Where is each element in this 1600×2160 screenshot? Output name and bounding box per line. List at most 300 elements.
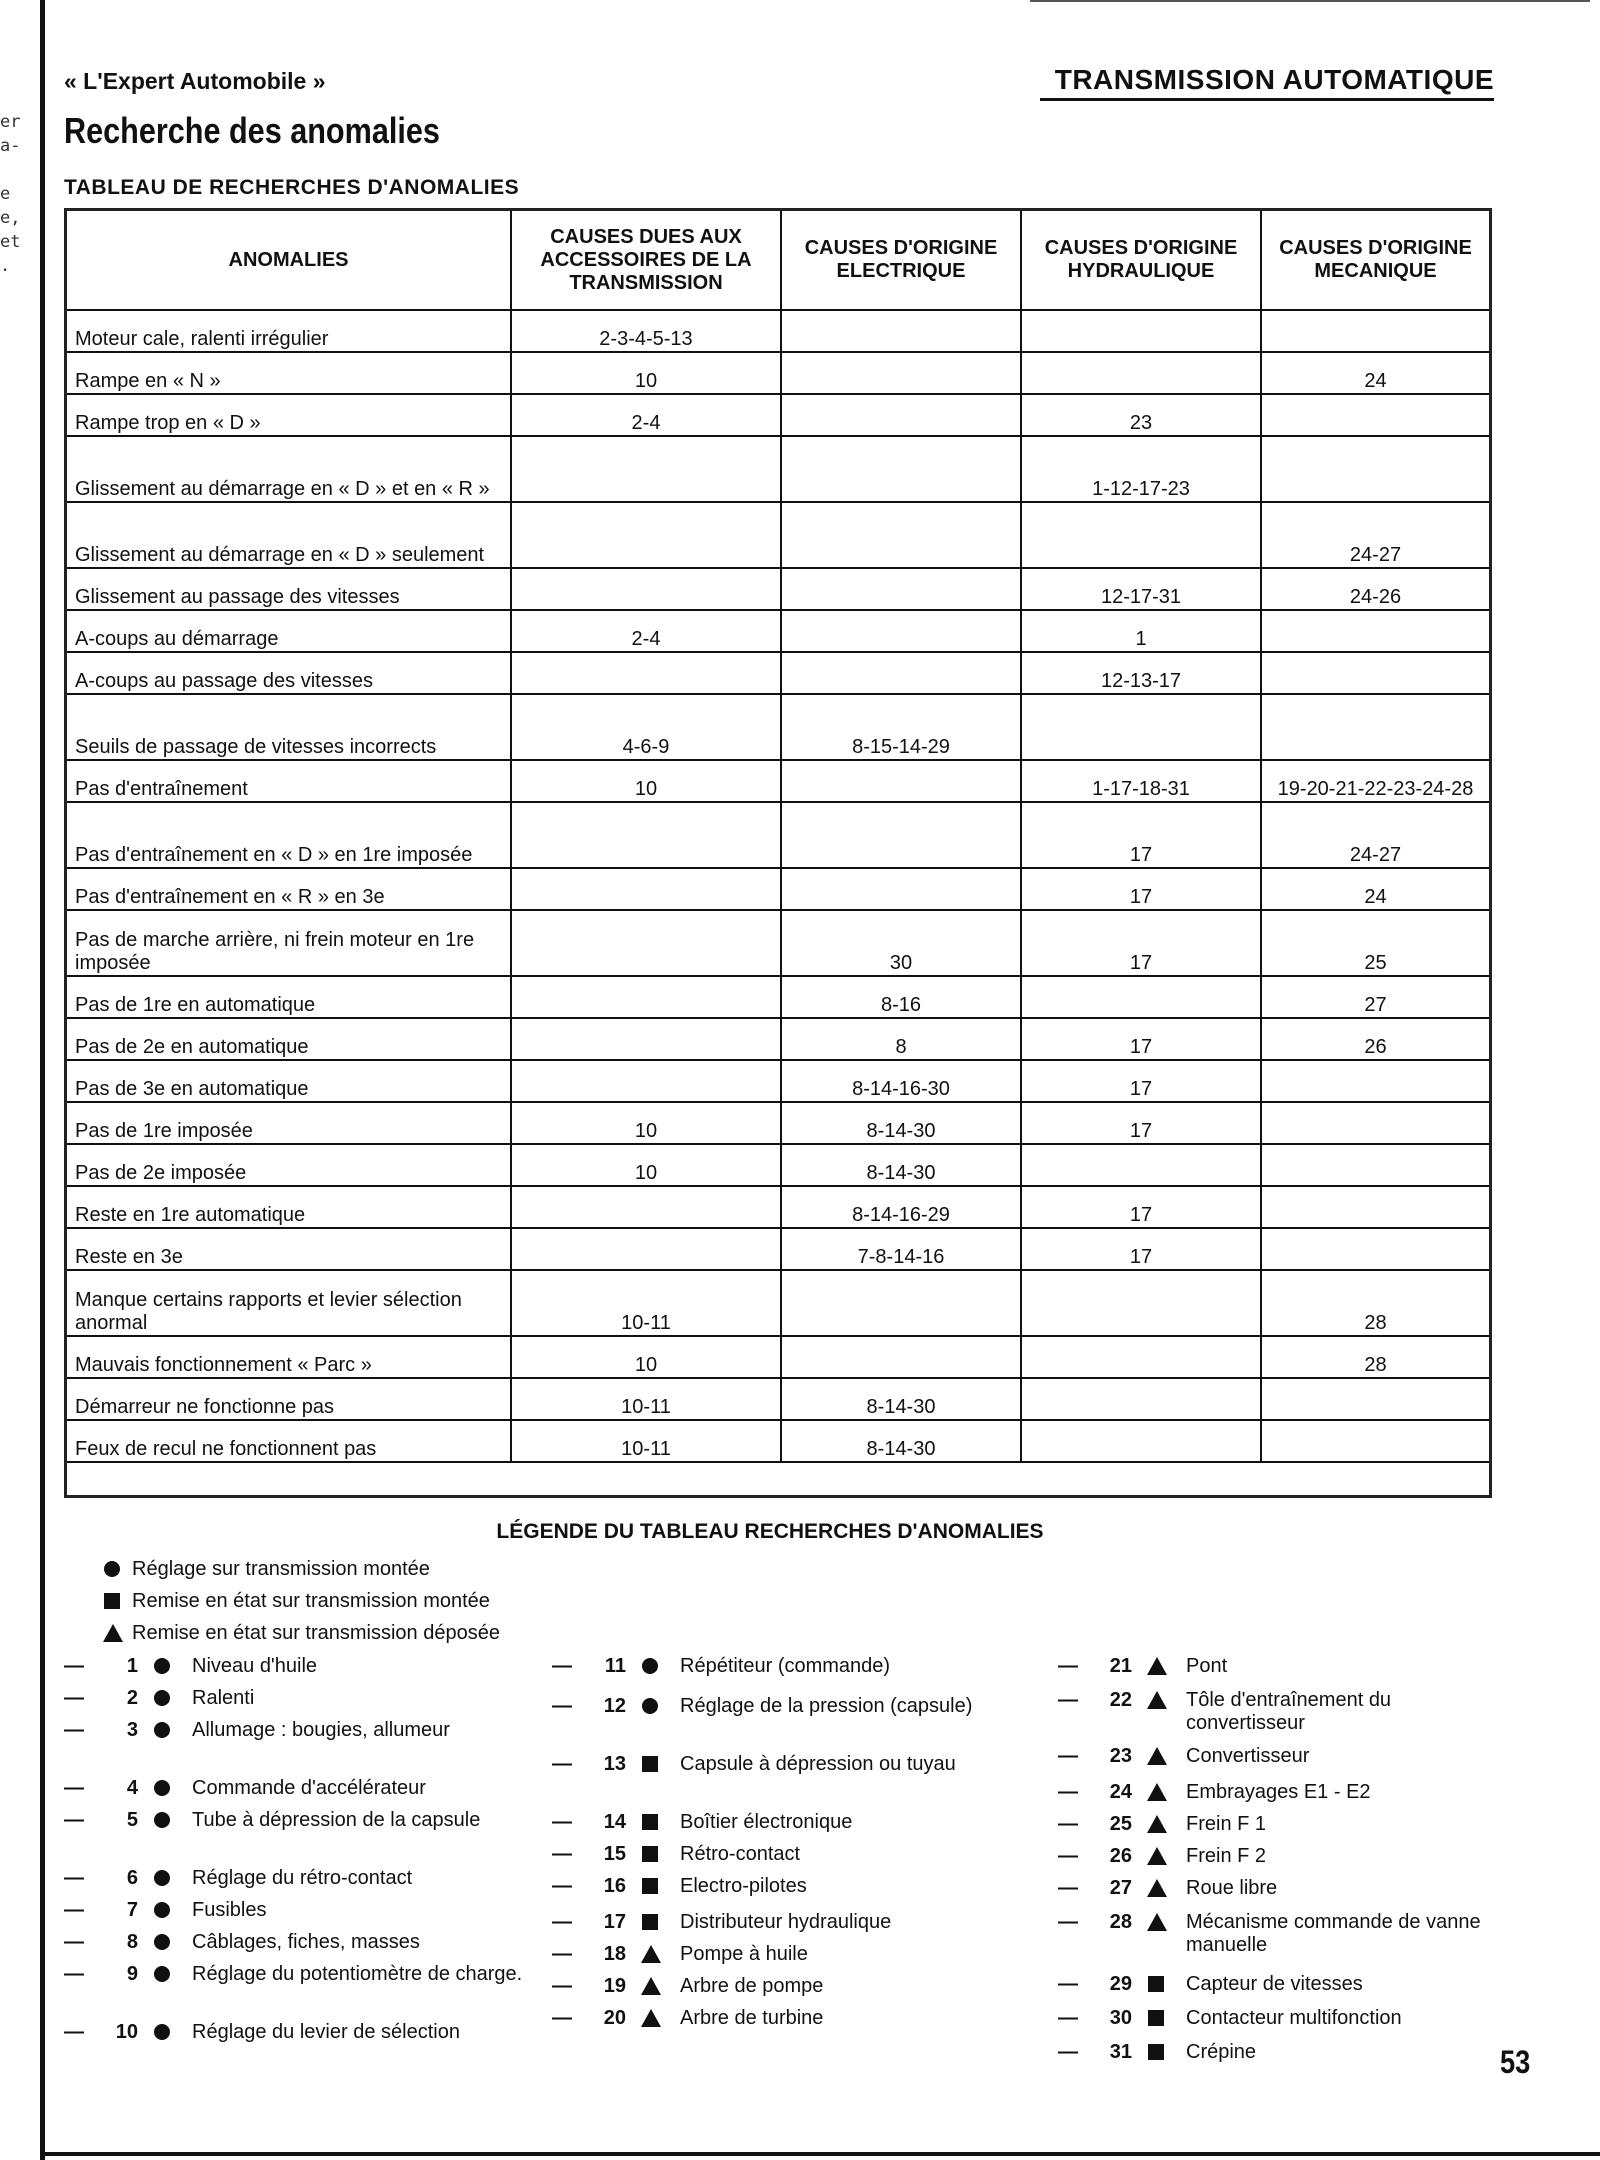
table-row <box>67 1336 1489 1378</box>
legend-item-number: 19 <box>603 1975 626 1997</box>
legend-item-number: 11 <box>604 1655 626 1677</box>
cause-cell: 24-27 <box>1261 502 1489 568</box>
table-row <box>67 910 1489 976</box>
cause-cell: 10 <box>511 1144 781 1186</box>
dash-marker: — <box>64 1687 84 1709</box>
legend-item-number: 28 <box>1109 1911 1132 1933</box>
cause-cell <box>511 1060 781 1102</box>
anomaly-cell: Pas d'entraînement en « D » en 1re imposée <box>67 802 511 868</box>
magazine-name: « L'Expert Automobile » <box>64 68 326 94</box>
cause-cell: 8-16 <box>781 976 1021 1018</box>
cause-cell <box>1261 436 1489 502</box>
legend-item <box>64 1931 534 1954</box>
cause-cell <box>1261 1144 1489 1186</box>
cause-cell <box>781 310 1021 352</box>
cause-cell <box>511 976 781 1018</box>
cause-cell <box>511 1228 781 1270</box>
dash-marker: — <box>552 1843 572 1865</box>
dot-icon <box>152 1655 174 1677</box>
table-title: TABLEAU DE RECHERCHES D'ANOMALIES <box>64 176 520 199</box>
cause-cell <box>1021 1336 1261 1378</box>
cause-cell: 12-13-17 <box>1021 652 1261 694</box>
anomaly-cell: Pas de 2e imposée <box>67 1144 511 1186</box>
legend-item-number: 21 <box>1109 1655 1132 1677</box>
legend-item <box>552 1695 1022 1718</box>
legend-item-number: 31 <box>1109 2041 1132 2063</box>
legend-item-number: 27 <box>1109 1877 1132 1899</box>
table-row <box>67 1102 1489 1144</box>
cause-cell: 25 <box>1261 910 1489 976</box>
cause-cell <box>781 760 1021 802</box>
square-icon <box>640 1843 662 1865</box>
cause-cell <box>781 436 1021 502</box>
cause-cell <box>1261 394 1489 436</box>
legend-item-label: Répétiteur (commande) <box>680 1655 891 1677</box>
legend-item-number: 1 <box>126 1655 138 1677</box>
legend-item <box>1058 1813 1498 1836</box>
square-icon <box>1146 2007 1168 2029</box>
cause-cell: 17 <box>1021 1228 1261 1270</box>
table-row <box>67 1228 1489 1270</box>
cause-cell: 27 <box>1261 976 1489 1018</box>
dot-icon <box>152 2021 174 2043</box>
legend-key-label: Réglage sur transmission montée <box>132 1558 430 1580</box>
anomaly-cell: A-coups au démarrage <box>67 610 511 652</box>
anomalies-table-frame <box>64 208 1492 1498</box>
legend-item-label: Capsule à dépression ou tuyau <box>680 1753 956 1775</box>
legend-item-label: Frein F 2 <box>1186 1845 1267 1867</box>
legend-item-label: Contacteur multifonction <box>1186 2007 1402 2029</box>
cause-cell: 8-14-30 <box>781 1144 1021 1186</box>
legend-item-number: 3 <box>126 1719 138 1741</box>
table-row <box>67 1186 1489 1228</box>
cause-cell <box>1021 310 1261 352</box>
table-row <box>67 694 1489 760</box>
cause-cell <box>1021 1378 1261 1420</box>
cause-cell: 24-27 <box>1261 802 1489 868</box>
anomaly-cell: Mauvais fonctionnement « Parc » <box>67 1336 511 1378</box>
cause-cell: 26 <box>1261 1018 1489 1060</box>
anomaly-cell: Pas de 2e en automatique <box>67 1018 511 1060</box>
cause-cell <box>1261 1228 1489 1270</box>
cause-cell <box>1261 1186 1489 1228</box>
cause-cell: 24-26 <box>1261 568 1489 610</box>
anomaly-cell: Rampe en « N » <box>67 352 511 394</box>
dash-marker: — <box>552 1753 572 1775</box>
cause-cell <box>781 652 1021 694</box>
cause-cell <box>781 1270 1021 1336</box>
legend-item <box>552 1811 1022 1834</box>
table-row <box>67 610 1489 652</box>
legend-item-label: Arbre de turbine <box>680 2007 824 2029</box>
legend-item <box>64 1899 534 1922</box>
triangle-icon <box>640 1975 662 1997</box>
dash-marker: — <box>1058 1689 1078 1711</box>
cause-cell <box>1021 352 1261 394</box>
table-row <box>67 802 1489 868</box>
cause-cell <box>781 352 1021 394</box>
legend-item-label: Niveau d'huile <box>192 1655 318 1677</box>
legend-item <box>552 2007 1022 2030</box>
cause-cell <box>781 568 1021 610</box>
legend-item <box>1058 1845 1498 1868</box>
dash-marker: — <box>552 1975 572 1997</box>
table-row <box>67 568 1489 610</box>
dot-icon <box>152 1931 174 1953</box>
cause-cell: 17 <box>1021 1018 1261 1060</box>
anomaly-cell: Manque certains rapports et levier sélection anormal <box>67 1270 511 1336</box>
dot-icon <box>152 1687 174 1709</box>
table-row <box>67 352 1489 394</box>
legend-item-number: 16 <box>603 1875 626 1897</box>
cause-cell <box>511 652 781 694</box>
adjacent-page-fragment: er a- e e, et . <box>0 112 21 276</box>
anomaly-cell: Pas de 1re en automatique <box>67 976 511 1018</box>
cause-cell <box>781 394 1021 436</box>
anomaly-cell: Moteur cale, ralenti irrégulier <box>67 310 511 352</box>
page-title: Recherche des anomalies <box>64 110 440 151</box>
square-icon <box>102 1590 124 1612</box>
legend-item <box>552 1655 1022 1678</box>
square-icon <box>640 1911 662 1933</box>
legend-key-label: Remise en état sur transmission montée <box>132 1590 490 1612</box>
anomaly-cell: Pas de 3e en automatique <box>67 1060 511 1102</box>
dot-icon <box>152 1809 174 1831</box>
dash-marker: — <box>1058 2041 1078 2063</box>
cause-cell: 8-14-30 <box>781 1378 1021 1420</box>
dash-marker: — <box>64 1809 84 1831</box>
square-icon <box>640 1753 662 1775</box>
dash-marker: — <box>552 1911 572 1933</box>
legend-item <box>1058 1689 1498 1735</box>
cause-cell <box>1021 1270 1261 1336</box>
table-row <box>67 1060 1489 1102</box>
legend-item-number: 8 <box>126 1931 138 1953</box>
legend-item <box>552 1975 1022 1998</box>
table-row <box>67 868 1489 910</box>
cause-cell: 8-14-30 <box>781 1102 1021 1144</box>
triangle-icon <box>1146 1745 1168 1767</box>
cause-cell <box>1261 652 1489 694</box>
legend-item-label: Mécanisme commande de vanne manuelle <box>1186 1911 1481 1956</box>
legend-item-label: Boîtier électronique <box>680 1811 853 1833</box>
square-icon <box>1146 2041 1168 2063</box>
triangle-icon <box>1146 1689 1168 1711</box>
cause-cell <box>1021 502 1261 568</box>
dash-marker: — <box>1058 1745 1078 1767</box>
legend-item-number: 18 <box>603 1943 626 1965</box>
legend-title: LÉGENDE DU TABLEAU RECHERCHES D'ANOMALIES <box>496 1520 1044 1543</box>
legend-item-number: 13 <box>603 1753 626 1775</box>
cause-cell: 30 <box>781 910 1021 976</box>
cause-cell: 2-4 <box>511 610 781 652</box>
anomaly-cell: Démarreur ne fonctionne pas <box>67 1378 511 1420</box>
cause-cell: 17 <box>1021 802 1261 868</box>
dash-marker: — <box>64 1867 84 1889</box>
cause-cell <box>511 568 781 610</box>
legend-item-label: Embrayages E1 - E2 <box>1186 1781 1371 1803</box>
cause-cell: 24 <box>1261 352 1489 394</box>
table-row <box>67 1420 1489 1462</box>
legend-item-number: 12 <box>603 1695 626 1717</box>
dash-marker: — <box>64 1931 84 1953</box>
anomaly-cell: Pas d'entraînement en « R » en 3e <box>67 868 511 910</box>
cause-cell <box>1261 1378 1489 1420</box>
table-row <box>67 1018 1489 1060</box>
triangle-icon <box>1146 1877 1168 1899</box>
dash-marker: — <box>64 2021 84 2043</box>
triangle-icon <box>102 1622 124 1644</box>
dash-marker: — <box>64 1899 84 1921</box>
column-header: ANOMALIES <box>67 211 511 310</box>
legend-item <box>64 1809 534 1832</box>
legend-item-number: 4 <box>126 1777 138 1799</box>
legend-item-label: Ralenti <box>192 1687 255 1709</box>
cause-cell <box>1261 610 1489 652</box>
page-left-border <box>40 0 45 2160</box>
dash-marker: — <box>552 1655 572 1677</box>
cause-cell <box>781 502 1021 568</box>
legend-item-label: Câblages, fiches, masses <box>192 1931 420 1953</box>
legend-item-label: Pompe à huile <box>680 1943 808 1965</box>
table-body <box>67 310 1489 1462</box>
cause-cell <box>1261 1420 1489 1462</box>
cause-cell: 12-17-31 <box>1021 568 1261 610</box>
triangle-icon <box>1146 1911 1168 1933</box>
legend-item-label: Rétro-contact <box>680 1843 801 1865</box>
dash-marker: — <box>1058 1877 1078 1899</box>
dash-marker: — <box>1058 2007 1078 2029</box>
table-row <box>67 1270 1489 1336</box>
table-row <box>67 502 1489 568</box>
legend-item-label: Roue libre <box>1186 1877 1278 1899</box>
legend-item <box>64 1867 534 1890</box>
legend-item-label: Réglage du rétro-contact <box>192 1867 413 1889</box>
legend-item-label: Convertisseur <box>1186 1745 1310 1767</box>
column-header: CAUSES D'ORIGINE MECANIQUE <box>1261 211 1489 310</box>
page-header <box>64 62 1494 102</box>
cause-cell: 17 <box>1021 1186 1261 1228</box>
legend-item <box>64 1777 534 1800</box>
legend-item-label: Commande d'accélérateur <box>192 1777 426 1799</box>
dot-icon <box>152 1719 174 1741</box>
square-icon <box>1146 1973 1168 1995</box>
dash-marker: — <box>552 1875 572 1897</box>
cause-cell <box>1261 694 1489 760</box>
table-row <box>67 652 1489 694</box>
page-bottom-border <box>40 2152 1600 2156</box>
dot-icon <box>152 1867 174 1889</box>
legend-item-label: Distributeur hydraulique <box>680 1911 892 1933</box>
cause-cell <box>511 868 781 910</box>
legend-item <box>1058 1745 1498 1768</box>
legend-item <box>1058 1877 1498 1900</box>
legend-item <box>64 1655 534 1678</box>
dash-marker: — <box>552 1943 572 1965</box>
cause-cell <box>781 610 1021 652</box>
cause-cell: 1-12-17-23 <box>1021 436 1261 502</box>
anomaly-cell: Glissement au démarrage en « D » seulement <box>67 502 511 568</box>
legend-item-number: 10 <box>115 2021 138 2043</box>
dash-marker: — <box>1058 1845 1078 1867</box>
legend-item <box>1058 2007 1498 2030</box>
dash-marker: — <box>552 1811 572 1833</box>
cause-cell: 10-11 <box>511 1270 781 1336</box>
dash-marker: — <box>552 1695 572 1717</box>
legend-item-label: Tôle d'entraînement du convertisseur <box>1186 1689 1392 1734</box>
legend-item-label: Pont <box>1186 1655 1228 1677</box>
anomaly-cell: Reste en 3e <box>67 1228 511 1270</box>
top-rule <box>1030 0 1590 2</box>
dash-marker: — <box>1058 1655 1078 1677</box>
cause-cell <box>511 1018 781 1060</box>
square-icon <box>640 1875 662 1897</box>
cause-cell: 28 <box>1261 1270 1489 1336</box>
cause-cell <box>511 910 781 976</box>
triangle-icon <box>1146 1813 1168 1835</box>
dash-marker: — <box>1058 1781 1078 1803</box>
legend-key <box>102 1617 500 1649</box>
cause-cell: 8-15-14-29 <box>781 694 1021 760</box>
cause-cell: 23 <box>1021 394 1261 436</box>
cause-cell: 28 <box>1261 1336 1489 1378</box>
dot-icon <box>152 1777 174 1799</box>
cause-cell: 10 <box>511 352 781 394</box>
cause-cell: 7-8-14-16 <box>781 1228 1021 1270</box>
legend-item <box>1058 1973 1498 1996</box>
cause-cell: 1 <box>1021 610 1261 652</box>
cause-cell: 10 <box>511 760 781 802</box>
legend-item <box>552 1875 1022 1898</box>
legend-item-number: 14 <box>603 1811 626 1833</box>
anomaly-cell: Pas de 1re imposée <box>67 1102 511 1144</box>
legend-item-number: 17 <box>603 1911 626 1933</box>
dash-marker: — <box>1058 1911 1078 1933</box>
table-row <box>67 976 1489 1018</box>
legend-item-number: 24 <box>1109 1781 1132 1803</box>
legend-item-label: Crépine <box>1186 2041 1257 2063</box>
cause-cell: 17 <box>1021 1060 1261 1102</box>
legend-item <box>64 1687 534 1710</box>
legend-item-number: 6 <box>126 1867 138 1889</box>
legend-key <box>102 1553 500 1585</box>
cause-cell: 8-14-30 <box>781 1420 1021 1462</box>
cause-cell: 24 <box>1261 868 1489 910</box>
cause-cell <box>1261 310 1489 352</box>
table-row <box>67 760 1489 802</box>
legend-item-number: 23 <box>1109 1745 1132 1767</box>
dash-marker: — <box>64 1963 84 1985</box>
legend-key-label: Remise en état sur transmission déposée <box>132 1622 500 1644</box>
column-header: CAUSES DUES AUX ACCESSOIRES DE LA TRANSMISSION <box>511 211 781 310</box>
legend-item-number: 7 <box>126 1899 138 1921</box>
table-row <box>67 1378 1489 1420</box>
legend-keys <box>102 1553 500 1649</box>
cause-cell: 10-11 <box>511 1378 781 1420</box>
anomalies-table <box>67 211 1489 1463</box>
page-number: 53 <box>1500 2044 1531 2080</box>
legend-item <box>1058 1655 1498 1678</box>
cause-cell <box>511 436 781 502</box>
table-row <box>67 310 1489 352</box>
triangle-icon <box>1146 1655 1168 1677</box>
legend-item <box>64 2021 534 2044</box>
anomaly-cell: A-coups au passage des vitesses <box>67 652 511 694</box>
cause-cell: 2-3-4-5-13 <box>511 310 781 352</box>
cause-cell: 10-11 <box>511 1420 781 1462</box>
legend-item <box>1058 2041 1498 2064</box>
cause-cell: 8-14-16-30 <box>781 1060 1021 1102</box>
cause-cell: 8 <box>781 1018 1021 1060</box>
cause-cell: 1-17-18-31 <box>1021 760 1261 802</box>
cause-cell <box>1261 1102 1489 1144</box>
legend-item-number: 9 <box>126 1963 138 1985</box>
cause-cell <box>1021 694 1261 760</box>
cause-cell: 17 <box>1021 1102 1261 1144</box>
legend-item-number: 25 <box>1109 1813 1132 1835</box>
legend-item-label: Réglage de la pression (capsule) <box>680 1695 973 1717</box>
anomaly-cell: Pas d'entraînement <box>67 760 511 802</box>
anomaly-cell: Rampe trop en « D » <box>67 394 511 436</box>
legend-item <box>552 1753 1022 1776</box>
dash-marker: — <box>64 1719 84 1741</box>
legend-item-label: Réglage du levier de sélection <box>192 2021 460 2043</box>
dot-icon <box>640 1655 662 1677</box>
cause-cell <box>781 868 1021 910</box>
square-icon <box>640 1811 662 1833</box>
legend-item-label: Frein F 1 <box>1186 1813 1267 1835</box>
legend-item-number: 30 <box>1109 2007 1132 2029</box>
cause-cell: 10 <box>511 1336 781 1378</box>
legend-item-number: 2 <box>126 1687 138 1709</box>
table-row <box>67 394 1489 436</box>
legend-item-number: 29 <box>1109 1973 1132 1995</box>
legend-item-number: 22 <box>1109 1689 1132 1711</box>
dot-icon <box>640 1695 662 1717</box>
legend-item-label: Capteur de vitesses <box>1186 1973 1363 1995</box>
legend-item <box>552 1943 1022 1966</box>
legend-item-label: Réglage du potentiomètre de charge. <box>192 1963 523 1985</box>
legend-item <box>552 1843 1022 1866</box>
header-rule <box>1040 98 1494 101</box>
anomaly-cell: Glissement au démarrage en « D » et en « R » <box>67 436 511 502</box>
legend-item-number: 5 <box>126 1809 138 1831</box>
legend-item-label: Allumage : bougies, allumeur <box>192 1719 450 1741</box>
table-row <box>67 1144 1489 1186</box>
cause-cell <box>511 1186 781 1228</box>
cause-cell: 10 <box>511 1102 781 1144</box>
legend-item-number: 15 <box>603 1843 626 1865</box>
legend-item-label: Fusibles <box>192 1899 267 1921</box>
legend-item-label: Tube à dépression de la capsule <box>192 1809 481 1831</box>
table-header-row <box>67 211 1489 310</box>
triangle-icon <box>1146 1781 1168 1803</box>
legend-key <box>102 1585 500 1617</box>
dash-marker: — <box>1058 1973 1078 1995</box>
column-header: CAUSES D'ORIGINE ELECTRIQUE <box>781 211 1021 310</box>
cause-cell <box>1021 976 1261 1018</box>
cause-cell: 19-20-21-22-23-24-28 <box>1261 760 1489 802</box>
cause-cell <box>781 802 1021 868</box>
anomaly-cell: Feux de recul ne fonctionnent pas <box>67 1420 511 1462</box>
table-row <box>67 436 1489 502</box>
cause-cell <box>1021 1420 1261 1462</box>
dash-marker: — <box>64 1777 84 1799</box>
dot-icon <box>102 1558 124 1580</box>
cause-cell: 17 <box>1021 910 1261 976</box>
legend-item <box>552 1911 1022 1934</box>
dot-icon <box>152 1963 174 1985</box>
